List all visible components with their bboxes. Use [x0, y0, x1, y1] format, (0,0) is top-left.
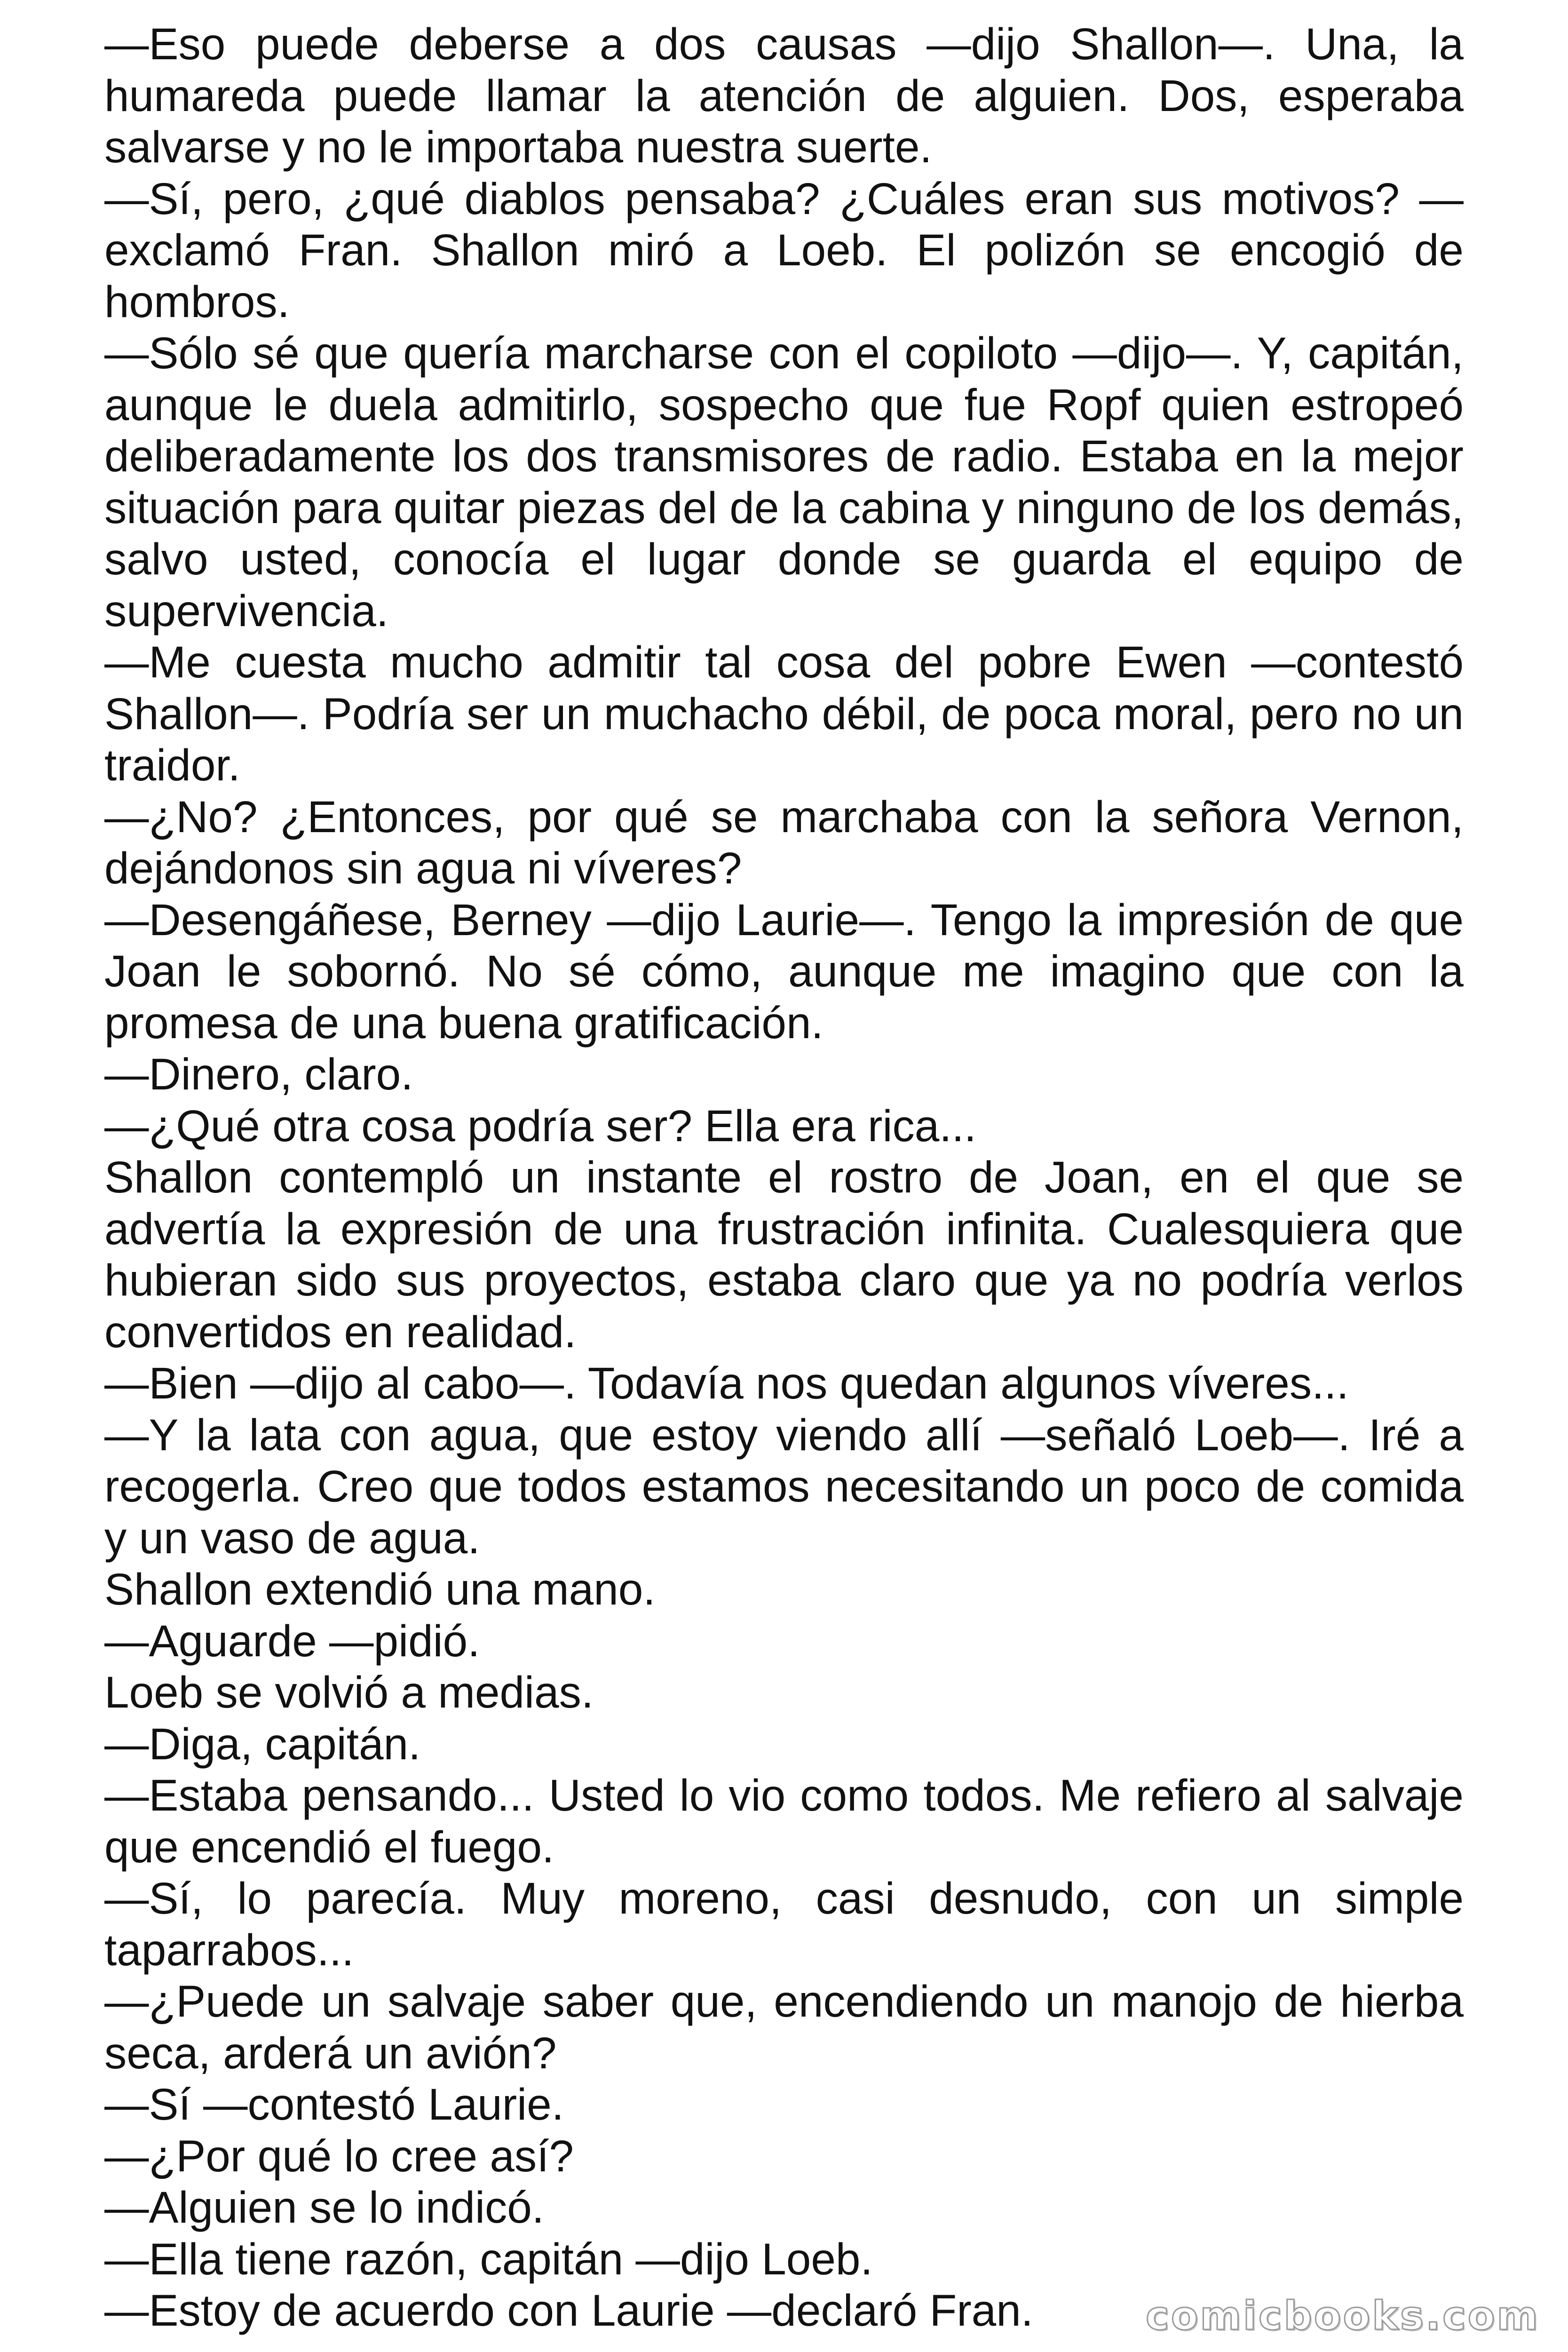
paragraph: Loeb se volvió a medias.	[104, 1668, 594, 1717]
paragraph: —Sólo sé que quería marcharse con el copiloto —dijo—. Y, capitán, aunque le duela admitirlo, sospecho que fue Ropf quien estropeó deliberadamente los dos transmisores de radio. Estaba en la mejor situación para quitar piezas del de la cabina y ninguno de los demás, salvo usted, conocía el lugar donde se guarda el equipo de supervivencia.	[104, 328, 1464, 636]
paragraph: —¿Por qué lo cree así?	[104, 2131, 574, 2181]
paragraph: —Dinero, claro.	[104, 1049, 413, 1099]
paragraph: —¿Qué otra cosa podría ser? Ella era rica...	[104, 1101, 977, 1151]
watermark: comicbooks.com	[1146, 2293, 1540, 2339]
paragraph: —Bien —dijo al cabo—. Todavía nos quedan algunos víveres...	[104, 1359, 1349, 1408]
paragraph: —Estoy de acuerdo con Laurie —declaró Fran.	[104, 2286, 1034, 2336]
paragraph: —Aguarde —pidió.	[104, 1616, 480, 1666]
paragraph: —Ella tiene razón, capitán —dijo Loeb.	[104, 2234, 873, 2284]
paragraph: —Sí —contestó Laurie.	[104, 2080, 564, 2130]
paragraph: —Diga, capitán.	[104, 1719, 421, 1769]
paragraph: —Y la lata con agua, que estoy viendo allí —señaló Loeb—. Iré a recogerla. Creo que todos estamos necesitando un poco de comida y un vaso de agua.	[104, 1410, 1464, 1563]
paragraph: —Eso puede deberse a dos causas —dijo Shallon—. Una, la humareda puede llamar la atención de alguien. Dos, esperaba salvarse y no le importaba nuestra suerte.	[104, 19, 1464, 172]
paragraph: Shallon contempló un instante el rostro de Joan, en el que se advertía la expresión de una frustración infinita. Cualesquiera que hubieran sido sus proyectos, estaba claro que ya no podría verlos convertidos en realidad.	[104, 1152, 1464, 1357]
paragraph: —Sí, pero, ¿qué diablos pensaba? ¿Cuáles eran sus motivos? —exclamó Fran. Shallon miró a Loeb. El polizón se encogió de hombros.	[104, 174, 1464, 327]
paragraph: —Estaba pensando... Usted lo vio como todos. Me refiero al salvaje que encendió el fuego.	[104, 1771, 1464, 1872]
paragraph: —Alguien se lo indicó.	[104, 2183, 545, 2233]
paragraph: —Sí, lo parecía. Muy moreno, casi desnudo, con un simple taparrabos...	[104, 1874, 1464, 1975]
paragraph: —¿No? ¿Entonces, por qué se marchaba con la señora Vernon, dejándonos sin agua ni víveres?	[104, 792, 1464, 893]
paragraph: —Desengáñese, Berney —dijo Laurie—. Tengo la impresión de que Joan le sobornó. No sé cómo, aunque me imagino que con la promesa de una buena gratificación.	[104, 895, 1464, 1048]
paragraph: —Me cuesta mucho admitir tal cosa del pobre Ewen —contestó Shallon—. Podría ser un muchacho débil, de poca moral, pero no un traidor.	[104, 637, 1464, 790]
page-text	[104, 19, 1464, 2337]
paragraph: —¿Puede un salvaje saber que, encendiendo un manojo de hierba seca, arderá un avión?	[104, 1977, 1464, 2078]
paragraph: Shallon extendió una mano.	[104, 1565, 656, 1614]
